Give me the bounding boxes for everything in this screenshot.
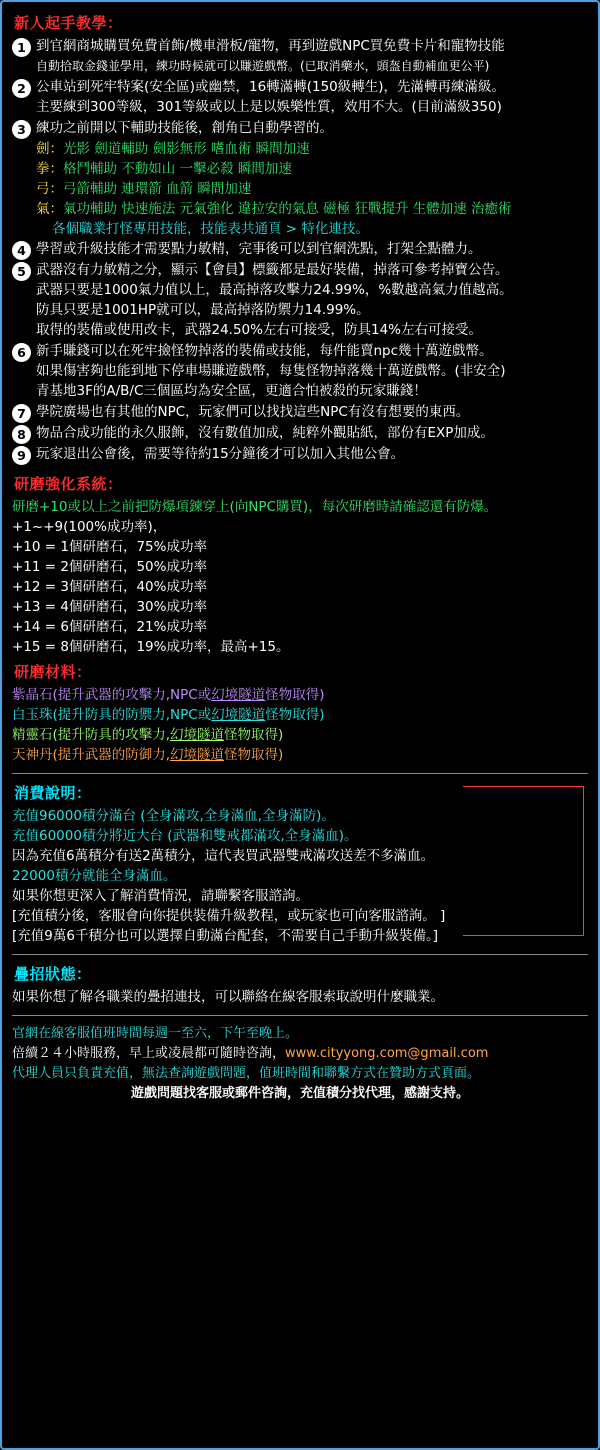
upgrade-row: +11 = 2個研磨石，50%成功率 — [12, 559, 207, 575]
item-line: 自動拾取金錢並學用，練功時候就可以賺遊戲幣。(已取消藥水，頭盔自動補血更公平) — [36, 59, 490, 73]
skill-text: 光影 劍道輔助 劍影無形 嗜血術 瞬間加速 — [63, 141, 310, 157]
combo-line: 如果你想了解各職業的疊招連技，可以聯絡在線客服索取說明什麼職業。 — [12, 989, 444, 1005]
skill-row — [36, 140, 588, 159]
spending-line: 22000積分就能全身滿血。 — [12, 868, 177, 884]
item-line: 防具只要是1001HP就可以，最高掉落防禦力14.99%。 — [36, 302, 370, 318]
list-item — [12, 261, 588, 341]
skill-row — [36, 160, 588, 179]
material-row — [12, 726, 588, 745]
item-line: 學習或升級技能才需要點力敏精，完事後可以到官網洗點，打架全點體力。 — [36, 241, 482, 257]
upgrade-row: +14 = 6個研磨石，21%成功率 — [12, 619, 207, 635]
skill-class-label: 弓： — [36, 181, 63, 197]
divider — [12, 1015, 588, 1016]
skill-text: 氣功輔助 快速施法 元氣強化 違拉安的氣息 磁極 狂戰提升 生體加速 治癒術 — [63, 201, 512, 217]
material-row — [12, 706, 588, 725]
item-line: 玩家退出公會後，需要等待約15分鐘後才可以加入其他公會。 — [36, 446, 405, 462]
upgrade-row: +10 = 1個研磨石，75%成功率 — [12, 539, 207, 555]
item-line: 公車站到死牢特案(安全區)或幽禁，16轉滿轉(150級轉生)，先滿轉再練滿級。 — [36, 79, 506, 95]
material-name: 精靈石 — [12, 727, 53, 743]
beginner-section — [12, 12, 588, 465]
spending-line: 充值96000積分滿台 (全身滿攻,全身滿血,全身滿防)。 — [12, 808, 335, 824]
item-number: 4 — [12, 241, 31, 260]
skill-list — [12, 140, 588, 239]
item-number: 7 — [12, 404, 31, 423]
item-line: 武器只要是1000氣力值以上，最高掉落攻擊力24.99%，%數越高氣力值越高。 — [36, 282, 513, 298]
upgrade-title: 研磨強化系統： — [14, 475, 123, 493]
list-item — [12, 424, 588, 444]
footer-line: 官網在線客服值班時間每週一至六，下午至晚上。 — [12, 1026, 299, 1041]
footer-line-text: 倍續２４小時服務，早上或凌晨都可隨時咨詢， — [12, 1046, 286, 1061]
list-item — [12, 445, 588, 465]
footer-closing: 遊戲問題找客服或郵件咨詢，充值積分找代理，感謝支持。 — [130, 1086, 469, 1101]
item-number: 5 — [12, 262, 31, 281]
upgrade-section — [12, 473, 588, 765]
list-item — [12, 37, 588, 77]
material-row — [12, 746, 588, 765]
item-line: 物品合成功能的永久服飾，沒有數值加成，純粹外觀貼紙，部份有EXP加成。 — [36, 425, 494, 441]
item-line: 取得的裝備或使用改卡，武器24.50%左右可接受，防具14%左右可接受。 — [36, 322, 482, 338]
skill-row — [36, 180, 588, 199]
material-link[interactable]: 幻境隧道 — [170, 727, 225, 743]
material-link[interactable]: 幻境隧道 — [170, 747, 225, 763]
material-desc-pre: (提升武器的攻擊力,NPC或 — [52, 687, 212, 703]
material-desc-pre: (提升防具的防禦力,NPC或 — [52, 707, 212, 723]
item-number: 2 — [12, 79, 31, 98]
skill-note: 各個職業打怪專用技能，技能表共通頁 > 特化連技。 — [52, 221, 369, 237]
skill-text: 格鬥輔助 不動如山 一擊必殺 瞬間加速 — [63, 161, 292, 177]
spending-line: [充值9萬6千積分也可以選擇自動滿台配套，不需要自己手動升級裝備。] — [12, 928, 438, 944]
material-desc-post: 怪物取得) — [265, 707, 325, 723]
footer-line: 代理人員只負責充值，無法查詢遊戲問題，值班時間和聯繫方式在贊助方式頁面。 — [12, 1066, 481, 1081]
spending-line: 因為充值6萬積分有送2萬積分，這代表買武器雙戒滿攻送差不多滿血。 — [12, 848, 435, 864]
spending-section — [12, 782, 588, 946]
spending-line: 充值60000積分將近大台 (武器和雙戒都滿攻,全身滿血)。 — [12, 828, 358, 844]
upgrade-row: +12 = 3個研磨石，40%成功率 — [12, 579, 207, 595]
beginner-title: 新人起手教學： — [14, 14, 123, 32]
skill-row — [36, 200, 588, 219]
material-link[interactable]: 幻境隧道 — [211, 687, 266, 703]
skill-class-label: 劍： — [36, 141, 63, 157]
combo-title: 疊招狀態： — [14, 965, 92, 983]
spending-line: [充值積分後，客服會向你提供裝備升級教程，或玩家也可向客服諮詢。 ] — [12, 908, 446, 924]
list-item — [12, 240, 588, 260]
item-line: 主要練到300等級，301等級或以上是以娛樂性質，效用不大。(目前滿級350) — [36, 99, 502, 115]
material-desc-post: 怪物取得) — [224, 747, 284, 763]
item-line: 學院廣場也有其他的NPC，玩家們可以找找這些NPC有沒有想要的東西。 — [36, 404, 470, 420]
skill-text: 弓箭輔助 連環箭 血箭 瞬間加速 — [63, 181, 252, 197]
item-line: 新手賺錢可以在死牢撿怪物掉落的裝備或技能，每件能賣npc幾十萬遊戲幣。 — [36, 343, 493, 359]
contact-email[interactable]: www.cityyong.com@gmail.com — [285, 1046, 489, 1061]
list-item — [12, 342, 588, 402]
material-desc-pre: (提升防具的攻擊力, — [52, 727, 171, 743]
item-number: 3 — [12, 120, 31, 139]
item-number: 8 — [12, 425, 31, 444]
list-item — [12, 78, 588, 118]
item-number: 6 — [12, 343, 31, 362]
spending-line: 如果你想更深入了解消費情況，請聯繫客服諮詢。 — [12, 888, 309, 904]
material-desc-pre: (提升武器的防御力, — [52, 747, 171, 763]
upgrade-row: +15 = 8個研磨石，19%成功率，最高+15。 — [12, 639, 290, 655]
skill-class-label: 氣： — [36, 201, 63, 217]
material-name: 紫晶石 — [12, 687, 53, 703]
material-desc-post: 怪物取得) — [224, 727, 284, 743]
item-number: 1 — [12, 38, 31, 57]
divider — [12, 773, 588, 774]
material-name: 白玉珠 — [12, 707, 53, 723]
item-number: 9 — [12, 446, 31, 465]
footer-section — [12, 1024, 588, 1103]
list-item — [12, 119, 588, 139]
materials-title: 研磨材料： — [14, 663, 92, 681]
material-name: 天神丹 — [12, 747, 53, 763]
item-line: 青基地3F的A/B/C三個區均為安全區，更適合怕被殺的玩家賺錢！ — [36, 383, 427, 399]
footer-line — [12, 1044, 588, 1063]
upgrade-intro: 研磨+10或以上之前把防爆項鍊穿上(向NPC購買)，每次研磨時請確認還有防爆。 — [12, 499, 498, 515]
material-row — [12, 686, 588, 705]
spending-title: 消費說明： — [14, 784, 92, 802]
combo-section — [12, 963, 588, 1007]
upgrade-row: +13 = 4個研磨石，30%成功率 — [12, 599, 207, 615]
skill-class-label: 拳： — [36, 161, 63, 177]
item-line: 武器沒有力敏精之分，顯示【會員】標籤都是最好裝備，掉落可參考掉寶公告。 — [36, 262, 509, 278]
material-desc-post: 怪物取得) — [265, 687, 325, 703]
item-line: 練功之前開以下輔助技能後，創角已自動學習的。 — [36, 120, 333, 136]
upgrade-row: +1~+9(100%成功率)， — [12, 519, 167, 535]
item-line: 到官網商城購買免費首飾/機車滑板/寵物，再到遊戲NPC買免費卡片和寵物技能 — [36, 38, 505, 54]
material-link[interactable]: 幻境隧道 — [211, 707, 266, 723]
item-line: 如果傷害夠也能到地下停車場賺遊戲幣，每隻怪物掉落幾十萬遊戲幣。(非安全) — [36, 363, 506, 379]
divider — [12, 954, 588, 955]
list-item — [12, 403, 588, 423]
